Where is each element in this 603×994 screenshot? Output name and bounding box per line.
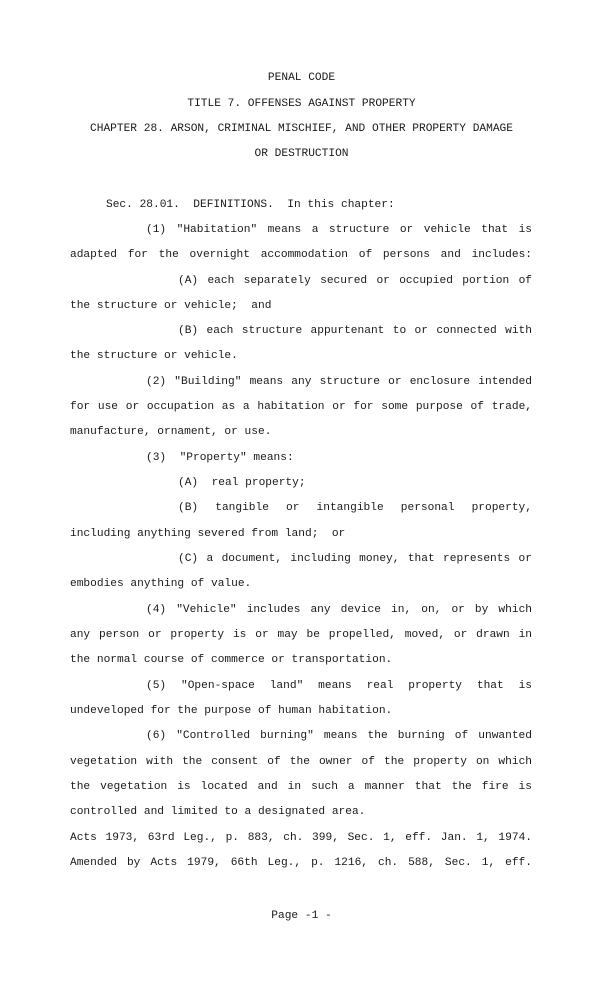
history-line1: Acts 1973, 63rd Leg., p. 883, ch. 399, Sec. 1, eff. Jan. 1, 1974. — [70, 832, 532, 844]
def-1A-line1: (A) each separately secured or occupied portion of — [178, 275, 532, 287]
def-4-line3: the normal course of commerce or transportation. — [70, 654, 393, 666]
def-1B-line1: (B) each structure appurtenant to or connected with — [178, 325, 532, 337]
def-6-line4: controlled and limited to a designated area. — [70, 806, 366, 818]
def-3C-line1: (C) a document, including money, that represents or — [178, 553, 532, 565]
def-3B-line2: including anything severed from land; or — [70, 528, 346, 540]
title-heading: TITLE 7. OFFENSES AGAINST PROPERTY — [187, 98, 416, 110]
def-3A: (A) real property; — [178, 477, 306, 489]
def-2-line3: manufacture, ornament, or use. — [70, 426, 272, 438]
def-1B-line2: the structure or vehicle. — [70, 350, 238, 362]
chapter-heading-line2: OR DESTRUCTION — [254, 148, 349, 160]
def-5-line1: (5) "Open-space land" means real property that is — [146, 680, 532, 692]
def-3B-line1: (B) tangible or intangible personal property, — [178, 502, 532, 514]
def-6-line1: (6) "Controlled burning" means the burning of unwanted — [146, 730, 532, 742]
section-heading: Sec. 28.01. DEFINITIONS. In this chapter: — [106, 199, 395, 211]
def-4-line2: any person or property is or may be propelled, moved, or drawn in — [70, 629, 532, 641]
def-2-line1: (2) "Building" means any structure or enclosure intended — [146, 376, 532, 388]
def-1-line1: (1) "Habitation" means a structure or vehicle that is — [146, 224, 532, 236]
def-1-line2: adapted for the overnight accommodation of persons and includes: — [70, 249, 532, 261]
def-2-line2: for use or occupation as a habitation or for some purpose of trade, — [70, 401, 532, 413]
def-1A-line2: the structure or vehicle; and — [70, 300, 272, 312]
code-title: PENAL CODE — [267, 72, 336, 84]
def-3C-line2: embodies anything of value. — [70, 578, 252, 590]
def-5-line2: undeveloped for the purpose of human habitation. — [70, 705, 393, 717]
history-line2: Amended by Acts 1979, 66th Leg., p. 1216, ch. 588, Sec. 1, eff. — [70, 857, 532, 869]
def-6-line3: the vegetation is located and in such a manner that the fire is — [70, 781, 532, 793]
def-6-line2: vegetation with the consent of the owner of the property on which — [70, 756, 532, 768]
def-3: (3) "Property" means: — [146, 452, 294, 464]
page-number: Page -1 - — [271, 910, 332, 922]
chapter-heading-line1: CHAPTER 28. ARSON, CRIMINAL MISCHIEF, AND OTHER PROPERTY DAMAGE — [90, 123, 513, 135]
def-4-line1: (4) "Vehicle" includes any device in, on, or by which — [146, 604, 532, 616]
